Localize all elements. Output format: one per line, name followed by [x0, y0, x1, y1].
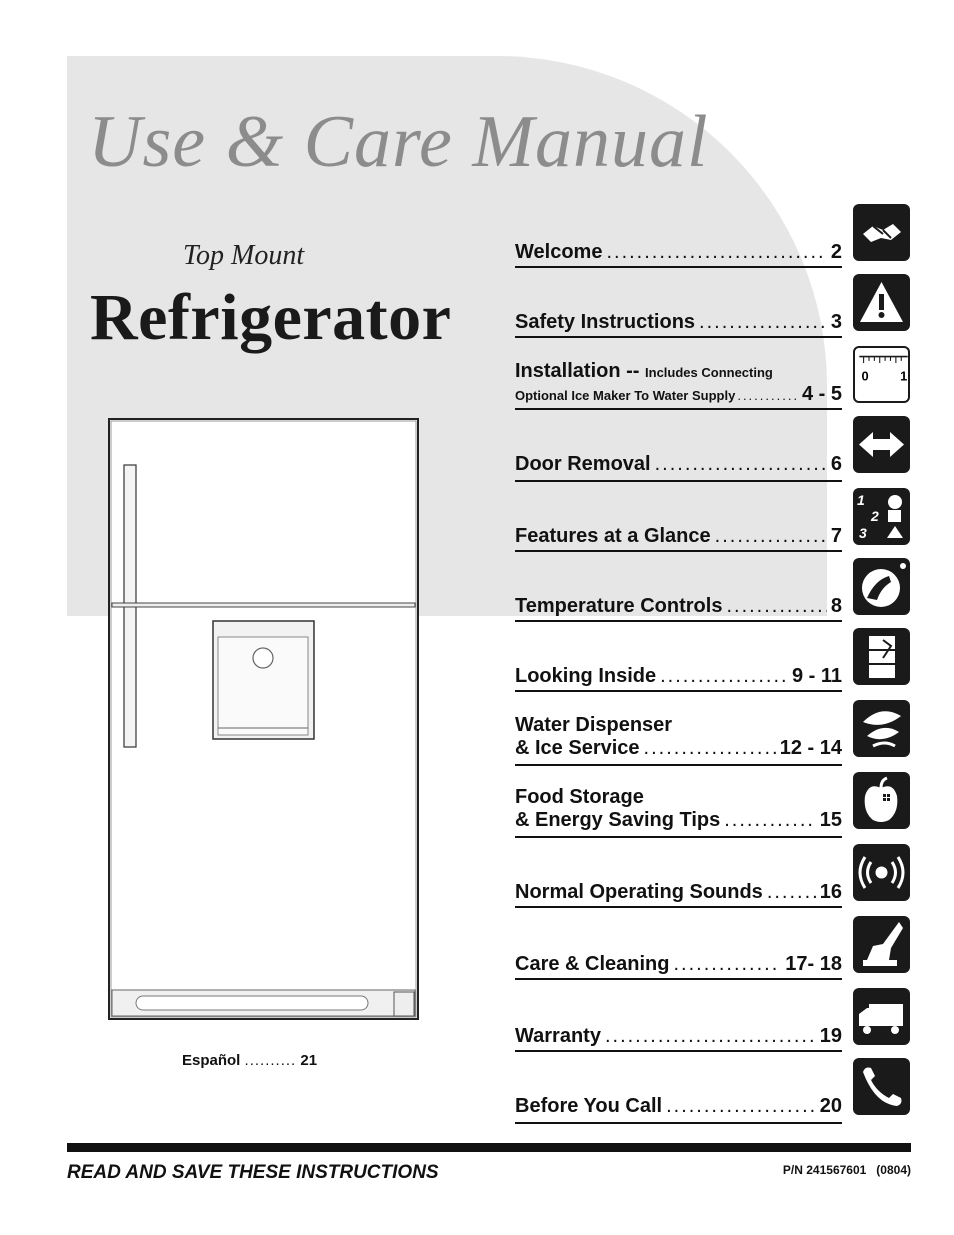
refrigerator-illustration: [108, 418, 419, 1020]
part-number: P/N 241567601 (0804): [782, 1163, 911, 1177]
toc-divider: [515, 1122, 842, 1124]
toc-label: Welcome: [515, 241, 603, 263]
espanol-dots: ..........: [244, 1052, 297, 1069]
toc-item-installation[interactable]: [515, 344, 910, 410]
cleaning-hand-icon: [853, 916, 910, 973]
toc-item-looking-inside[interactable]: [515, 626, 910, 692]
warning-icon: [853, 274, 910, 331]
toc-item-normal-operating-sounds[interactable]: [515, 842, 910, 908]
toc-page: 6: [830, 453, 842, 475]
toc-divider: [515, 1050, 842, 1052]
handshake-icon: [853, 204, 910, 261]
toc-item-warranty[interactable]: [515, 986, 910, 1052]
toc-label: Looking Inside: [515, 665, 657, 687]
toc-divider: [515, 480, 842, 482]
toc-page: 2: [830, 241, 842, 263]
toc-divider: [515, 550, 842, 552]
toc-item-welcome[interactable]: [515, 202, 910, 268]
toc-page: 16: [819, 881, 842, 903]
toc-divider: [515, 836, 842, 838]
toc-sublabel: Includes Connecting: [645, 365, 773, 380]
toc-divider: [515, 978, 842, 980]
toc-label: & Ice Service: [515, 737, 640, 759]
toc-page: 20: [819, 1095, 842, 1117]
toc-item-before-you-call[interactable]: [515, 1056, 910, 1122]
toc-divider: [515, 764, 842, 766]
svg-text:0: 0: [861, 368, 869, 384]
toc-label: Care & Cleaning: [515, 953, 670, 975]
sound-waves-icon: [853, 844, 910, 901]
product-name: Refrigerator: [90, 281, 452, 354]
toc-page: 17- 18: [785, 953, 842, 975]
manual-title: Use & Care Manual: [88, 101, 709, 183]
toc-page: 15: [819, 809, 842, 831]
toc-page: 3: [830, 311, 842, 333]
toc-label: Installation --: [515, 360, 640, 382]
toc-page: 12 - 14: [779, 737, 842, 759]
toc-page: 19: [819, 1025, 842, 1047]
toc-divider: [515, 266, 842, 268]
toc-item-food-storage[interactable]: [515, 770, 910, 836]
toc-item-safety-instructions[interactable]: [515, 272, 910, 338]
toc-divider: [515, 336, 842, 338]
toc-label: Safety Instructions: [515, 311, 696, 333]
toc-label: Warranty: [515, 1025, 601, 1047]
svg-text:2: 2: [871, 508, 879, 524]
toc-sublabel: Optional Ice Maker To Water Supply: [515, 388, 736, 403]
toc-divider: [515, 408, 842, 410]
toc-label: Food Storage: [515, 786, 644, 808]
read-save-notice: READ AND SAVE THESE INSTRUCTIONS: [67, 1162, 439, 1183]
toc-label: & Energy Saving Tips: [515, 809, 721, 831]
toc-page: 4 - 5: [801, 383, 842, 405]
double-arrow-icon: [853, 416, 910, 473]
toc-label: Normal Operating Sounds: [515, 881, 763, 903]
svg-text:1: 1: [900, 368, 908, 384]
toc-divider: [515, 620, 842, 622]
toc-label: Door Removal: [515, 453, 651, 475]
toc-label: Water Dispenser: [515, 714, 673, 736]
espanol-page: 21: [300, 1052, 318, 1069]
dial-hand-icon: [853, 558, 910, 615]
apple-icon: [853, 772, 910, 829]
toc-item-features[interactable]: [515, 486, 910, 552]
product-subtitle: Top Mount: [183, 240, 305, 271]
shelf-icon: [853, 628, 910, 685]
toc-page: 7: [830, 525, 842, 547]
toc-item-water-dispenser[interactable]: [515, 698, 910, 764]
svg-text:1: 1: [857, 492, 865, 508]
footer-bar: [67, 1143, 911, 1152]
espanol-label: Español: [182, 1052, 241, 1069]
shapes-numbered-icon: [853, 488, 910, 545]
leaves-icon: [853, 700, 910, 757]
espanol-reference: [182, 1052, 317, 1069]
toc-item-temperature-controls[interactable]: [515, 556, 910, 622]
ruler-icon: [853, 346, 910, 403]
toc-item-door-removal[interactable]: [515, 414, 910, 480]
toc-label: Features at a Glance: [515, 525, 711, 547]
toc-label: Before You Call: [515, 1095, 663, 1117]
phone-icon: [853, 1058, 910, 1115]
svg-text:3: 3: [859, 525, 867, 541]
toc-page: 8: [830, 595, 842, 617]
toc-item-care-cleaning[interactable]: [515, 914, 910, 980]
toc-divider: [515, 690, 842, 692]
toc-label: Temperature Controls: [515, 595, 723, 617]
toc-page: 9 - 11: [791, 665, 842, 687]
toc-divider: [515, 906, 842, 908]
truck-icon: [853, 988, 910, 1045]
